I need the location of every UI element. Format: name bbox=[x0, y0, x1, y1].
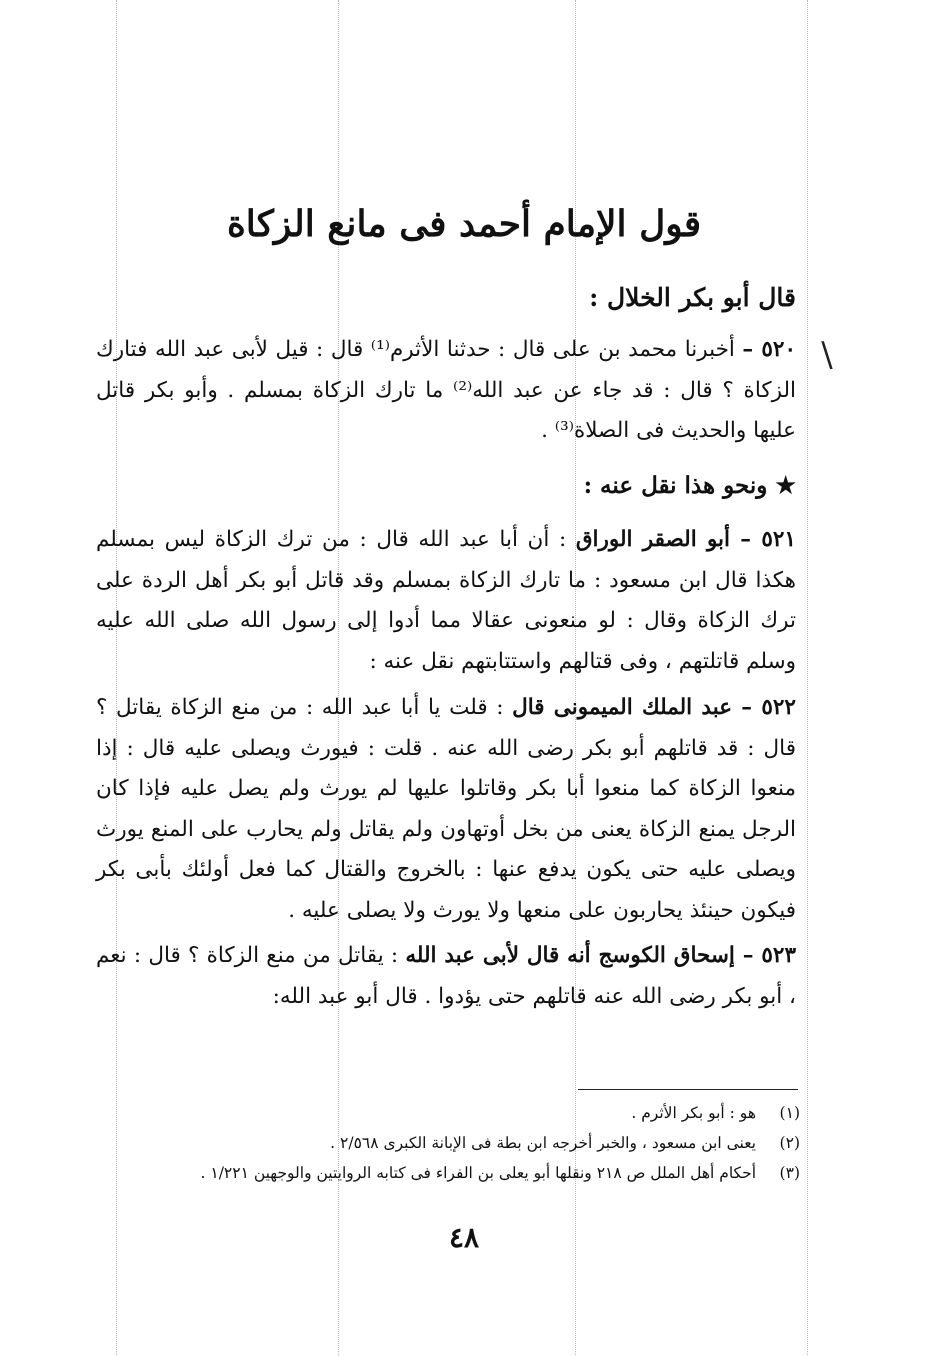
footnote-item bbox=[100, 1128, 800, 1158]
paragraph-522 bbox=[96, 688, 796, 931]
intro-line: قال أبو بكر الخلال : bbox=[589, 283, 796, 312]
footnotes bbox=[100, 1098, 800, 1188]
footnote-item bbox=[100, 1098, 800, 1128]
footnote-number: (٢) bbox=[779, 1134, 800, 1152]
footnote-item bbox=[100, 1158, 800, 1188]
footnote-number: (١) bbox=[779, 1104, 800, 1122]
paragraph-523 bbox=[96, 936, 796, 1017]
footnote-text: يعنى ابن مسعود ، والخبر أخرجه ابن بطة فى الإبانة الكبرى ٢/٥٦٨ . bbox=[330, 1134, 756, 1152]
footnote-number: (٣) bbox=[779, 1164, 800, 1182]
page-title: قول الإمام أحمد فى مانع الزكاة bbox=[226, 203, 702, 245]
paragraph-521 bbox=[96, 520, 796, 682]
margin-mark: \ bbox=[821, 335, 833, 375]
paragraph-text: : أن أبا عبد الله قال : من ترك الزكاة ليس بمسلم هكذا قال ابن مسعود : ما تارك الزكاة بمسلم وقد قاتل أبو بكر أهل الردة على ترك الزكاة وقال : لو منعونى عقالا مما أدوا إلى رسول الله صلى الله عليه وسلم قاتلتهم ، وفى قتالهم واستتابتهم نقل عنه : bbox=[96, 527, 796, 674]
scan-guide-line bbox=[807, 0, 808, 1356]
paragraph-text: أخبرنا محمد بن على قال : حدثنا الأثرم⁽¹⁾ قال : قيل لأبى عبد الله فتارك الزكاة ؟ قال : قد جاء عن عبد الله⁽²⁾ ما تارك الزكاة بمسلم . وأبو بكر قاتل عليها والحديث فى الصلاة⁽³⁾ . bbox=[96, 337, 796, 443]
paragraph-520 bbox=[96, 330, 796, 452]
footnote-divider bbox=[578, 1089, 798, 1090]
paragraph-number: ٥٢٣ – bbox=[742, 943, 796, 968]
narrator-name: أبو الصقر الوراق bbox=[575, 527, 741, 552]
star-line: ★ ونحو هذا نقل عنه : bbox=[583, 472, 796, 499]
narrator-name: إسحاق الكوسج أنه قال لأبى عبد الله bbox=[405, 943, 743, 968]
footnote-text: أحكام أهل الملل ص ٢١٨ ونقلها أبو يعلى بن الفراء فى كتابه الروايتين والوجهين ١/٢٢١ . bbox=[200, 1164, 756, 1182]
paragraph-number: ٥٢٢ – bbox=[741, 695, 796, 720]
paragraph-text: : قلت يا أبا عبد الله : من منع الزكاة يقاتل ؟ قال : قد قاتلهم أبو بكر رضى الله عنه . قلت : فيورث ويصلى عليه قال : إذا منعوا الزكاة كما منعوا أبا بكر وقاتلوا عليها لم يورث ولم يصل عليه فإذا كان الرجل يمنع الزكاة يعنى من بخل أوتهاون ولم يقاتل ولم يحارب على المنع يورث ويصلى عليه حتى يكون يدفع عنها : بالخروج والقتال كما فعل أولئك بأبى بكر فيكون حينئذ يحاربون على منعها ولا يورث ولا يصلى عليه . bbox=[96, 695, 796, 923]
page-number: ٤٨ bbox=[448, 1221, 480, 1254]
paragraph-number: ٥٢١ – bbox=[740, 527, 796, 552]
narrator-name: عبد الملك الميمونى قال bbox=[512, 695, 742, 720]
paragraph-number: ٥٢٠ – bbox=[742, 337, 796, 362]
footnote-text: هو : أبو بكر الأثرم . bbox=[631, 1104, 756, 1122]
paragraph-text: : يقاتل من منع الزكاة ؟ قال : نعم ، أبو بكر رضى الله عنه قاتلهم حتى يؤدوا . قال أبو عبد الله: bbox=[96, 943, 796, 1009]
